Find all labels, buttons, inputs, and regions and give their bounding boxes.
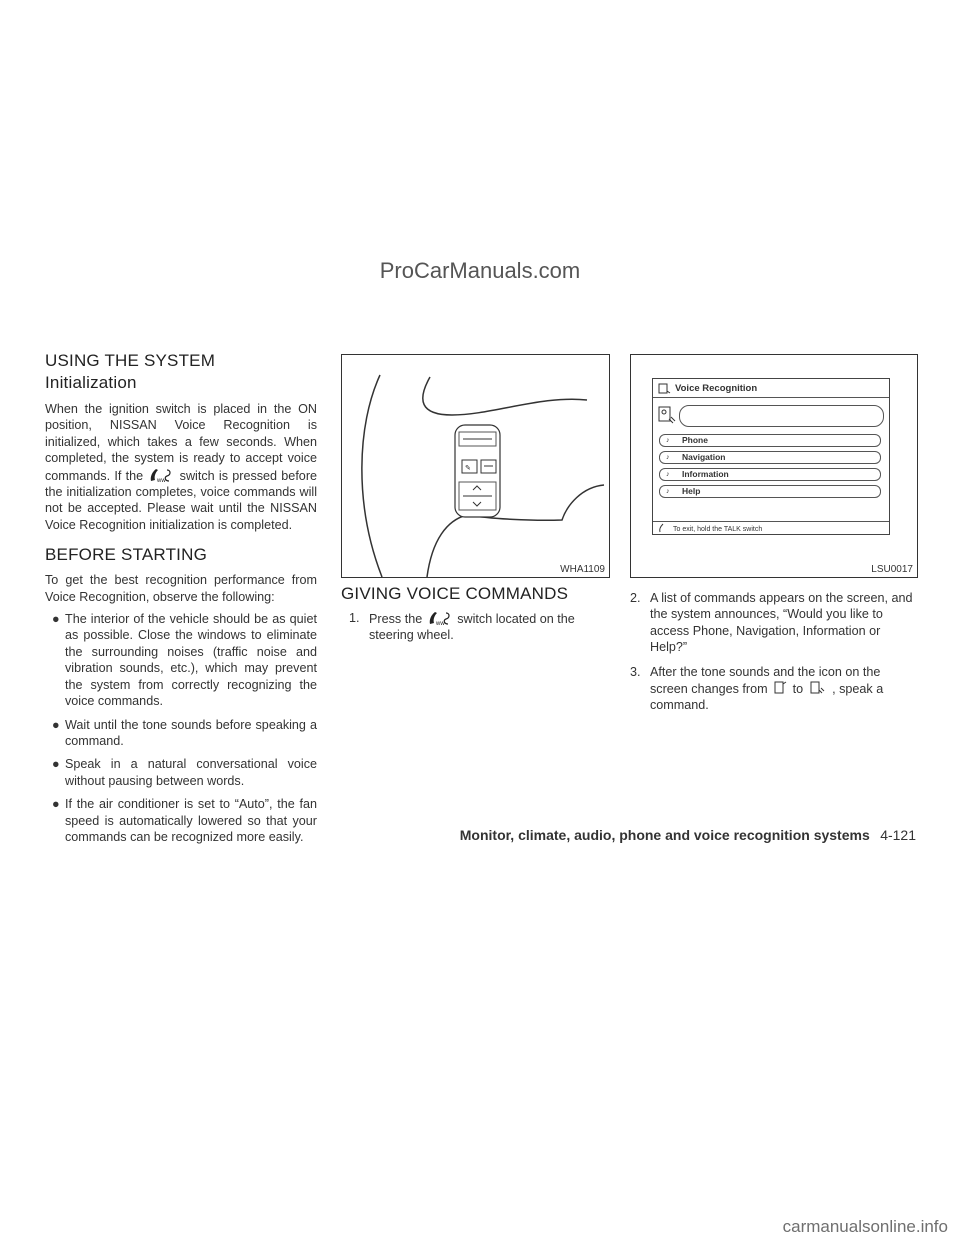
column-1 (45, 351, 317, 852)
bullet-icon: ● (52, 757, 60, 772)
listening-icon (807, 680, 829, 696)
talk-switch-icon (147, 467, 175, 483)
mic-icon: ♪ (666, 454, 670, 461)
initialization-paragraph (45, 401, 317, 533)
before-starting-title: BEFORE STARTING (45, 545, 208, 565)
steps-list-1 (341, 610, 609, 644)
talk-switch-icon (426, 610, 454, 626)
vr-display (652, 378, 890, 535)
watermark-procarmanuals: ProCarManuals.com (379, 258, 581, 283)
list-item: 1. Press the ww switch located on the steering wheel. (349, 611, 575, 643)
list-item: 3. After the tone sounds and the icon on the screen changes from to , speak a command. (630, 664, 884, 713)
page-footer (404, 827, 916, 845)
figure-code: LSU0017 (871, 564, 913, 575)
svg-text:ww: ww (435, 621, 445, 626)
vr-menu-item-information[interactable]: ♪ Information (659, 468, 881, 481)
footer-section-title: Monitor, climate, audio, phone and voice recognition systems (459, 827, 870, 843)
vr-title: Voice Recognition (675, 383, 758, 394)
bullet-icon: ● (52, 717, 60, 732)
vr-footer-text: To exit, hold the TALK switch (673, 526, 763, 533)
init-text-2: switch is pressed before the initialization completes, voice commands will not be accepted. Please wait until the NISSAN Voice Recognition initialization is completed. (45, 468, 318, 532)
watermark-carmanualsonline: carmanualsonline.info (782, 1217, 948, 1236)
figure-code: WHA1109 (560, 564, 605, 575)
column-2-text (341, 584, 609, 652)
talk-icon-small (658, 523, 668, 533)
svg-text:ww: ww (157, 477, 167, 483)
vr-menu-item-navigation[interactable]: ♪ Navigation (659, 451, 881, 464)
bullet-icon: ● (52, 612, 60, 627)
before-starting-intro: To get the best recognition performance from Voice Recognition, observe the following: (45, 573, 317, 604)
init-text-1: When the ignition switch is placed in the ON position, NISSAN Voice Recognition is initialized, which takes a few seconds. When completed, the system is ready to accept voice commands. If (45, 402, 317, 483)
giving-commands-title: GIVING VOICE COMMANDS (341, 584, 569, 603)
list-item: 2. A list of commands appears on the screen, and the system announces, “Would you like to access Phone, Navigation, Information or Help?” (630, 591, 913, 655)
tips-list (45, 611, 317, 845)
talking-head-icon (657, 405, 677, 427)
column-3-text (630, 590, 916, 722)
init-text-the: the (125, 468, 144, 483)
bullet-icon: ● (52, 797, 60, 812)
vr-menu-item-help[interactable]: ♪ Help (659, 485, 881, 498)
list-item: ● If the air conditioner is set to “Auto”, the fan speed is automatically lowered so that your commands can be recognized more easily. (52, 797, 317, 844)
standby-icon (771, 680, 789, 696)
subsection-title: Initialization (45, 373, 137, 392)
steering-wheel-figure (341, 354, 610, 578)
list-item: ● Wait until the tone sounds before speaking a command. (52, 717, 317, 748)
steering-wheel-switch-illustration (342, 355, 609, 577)
steps-list-2 (630, 590, 916, 714)
list-item: ● The interior of the vehicle should be as quiet as possible. Close the windows to eliminate the surrounding noises (traffic noise and vibration sounds, etc.), which may prevent the system from correctly recognizing the voice commands. (52, 612, 317, 709)
section-title: USING THE SYSTEM (45, 351, 216, 370)
vr-menu-item-phone[interactable]: ♪ Phone (659, 434, 881, 447)
vr-input-bar (679, 405, 884, 427)
mic-icon: ♪ (666, 471, 670, 478)
svg-text:✎: ✎ (465, 465, 471, 472)
voice-recognition-screen-figure (630, 354, 918, 578)
list-item: ● Speak in a natural conversational voice without pausing between words. (52, 757, 317, 788)
page-number: 4-121 (880, 827, 916, 843)
voice-recognition-icon (658, 383, 672, 395)
mic-icon: ♪ (666, 437, 670, 444)
mic-icon: ♪ (666, 488, 670, 495)
